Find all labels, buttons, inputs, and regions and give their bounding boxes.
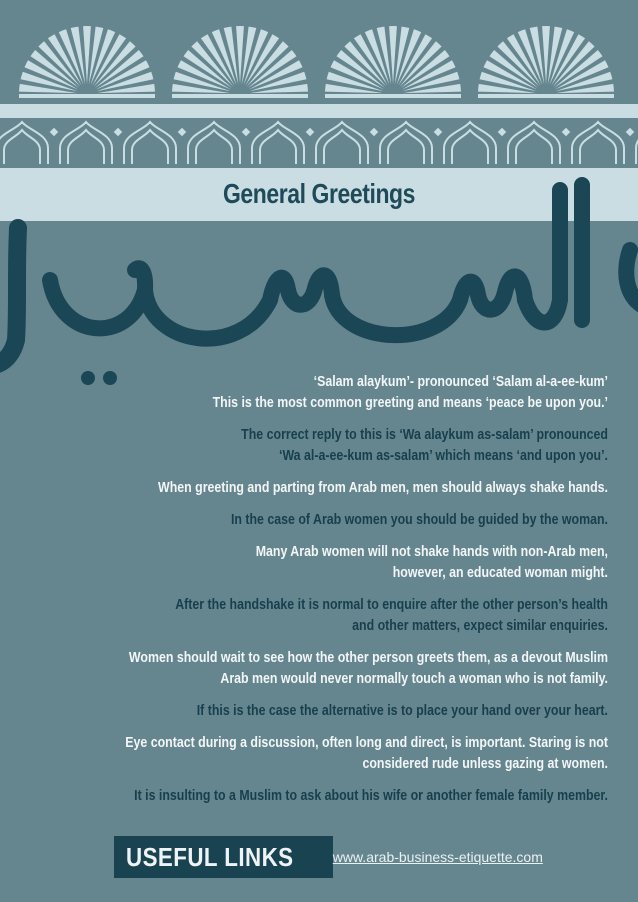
paragraph (111, 478, 608, 499)
paragraph-line: and other matters, expect similar enquiries. (352, 618, 608, 634)
sunburst-fan-icon (478, 26, 614, 98)
paragraph-line: The correct reply to this is ‘Wa alaykum as-salam’ pronounced (241, 427, 608, 443)
paragraph (111, 425, 608, 467)
paragraph-line: Eye contact during a discussion, often long and direct, is important. Staring is not (125, 735, 608, 751)
paragraph-line: ‘Salam alaykum’- pronounced ‘Salam al-a-ee-kum’ (313, 374, 608, 390)
paragraph (111, 595, 608, 637)
sunburst-fan-icon (19, 26, 155, 98)
paragraph-line: In the case of Arab women you should be guided by the woman. (230, 512, 608, 528)
paragraph-line: It is insulting to a Muslim to ask about his wife or another female family member. (134, 788, 608, 804)
paragraph-line: considered rude unless gazing at women. (362, 756, 608, 772)
arch-pattern-band (0, 118, 638, 168)
sunburst-fan-icon (172, 26, 308, 98)
paragraph-line: If this is the case the alternative is to place your hand over your heart. (196, 703, 608, 719)
paragraph (111, 733, 608, 775)
paragraph-line: After the handshake it is normal to enquire after the other person’s health (175, 597, 608, 613)
useful-links-heading: USEFUL LINKS (114, 836, 333, 878)
paragraph-line: When greeting and parting from Arab men, men should always shake hands. (158, 480, 608, 496)
title-band (0, 168, 638, 221)
etiquette-website-link[interactable]: www.arab-business-etiquette.com (332, 849, 543, 865)
paragraph-line: Many Arab women will not shake hands with non-Arab men, (255, 544, 608, 560)
page-title: General Greetings (222, 178, 416, 209)
paragraph (111, 786, 608, 807)
arch-pattern-icon (0, 118, 638, 168)
greetings-body-text (30, 372, 608, 818)
paragraph-line: however, an educated woman might. (392, 565, 608, 581)
paragraph-line: Women should wait to see how the other person greets them, as a devout Muslim (128, 650, 608, 666)
paragraph (111, 510, 608, 531)
paragraph (111, 542, 608, 584)
sunburst-fan-icon (325, 26, 461, 98)
paragraph-line: ‘Wa al-a-ee-kum as-salam’ which means ‘and upon you’. (279, 448, 608, 464)
paragraph-line: This is the most common greeting and means ‘peace be upon you.’ (212, 395, 608, 411)
top-divider-band (0, 104, 638, 118)
paragraph (111, 372, 608, 414)
fan-ornament-row (0, 10, 638, 102)
paragraph (111, 648, 608, 690)
footer (114, 836, 543, 878)
paragraph (111, 701, 608, 722)
paragraph-line: Arab men would never normally touch a woman who is not family. (220, 671, 608, 687)
